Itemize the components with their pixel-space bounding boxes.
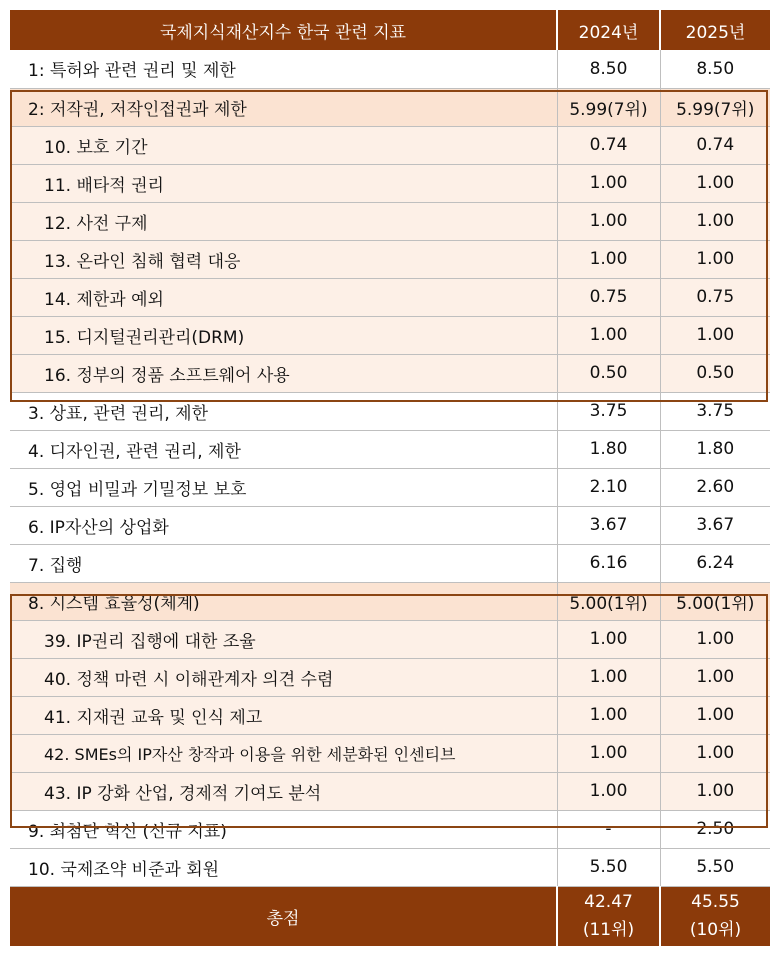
table-row	[10, 240, 770, 278]
row-value-2024: 1.00	[557, 316, 660, 354]
table-row	[10, 316, 770, 354]
row-value-2025: 6.24	[660, 544, 770, 582]
row-value-2025: 5.99(7위)	[660, 88, 770, 126]
row-label: 41. 지재권 교육 및 인식 제고	[10, 696, 557, 734]
row-value-2025: 0.75	[660, 278, 770, 316]
row-label: 9. 최첨단 혁신 (신규 지표)	[10, 810, 557, 848]
table-row	[10, 506, 770, 544]
row-value-2025: 3.75	[660, 392, 770, 430]
row-value-2025: 0.50	[660, 354, 770, 392]
total-2025-score: 45.55	[691, 892, 740, 913]
total-2024	[557, 886, 660, 946]
table-row	[10, 278, 770, 316]
row-label: 8. 시스템 효율성(체계)	[10, 582, 557, 620]
row-label: 13. 온라인 침해 협력 대응	[10, 240, 557, 278]
row-value-2024: 3.67	[557, 506, 660, 544]
row-value-2025: 1.00	[660, 240, 770, 278]
row-label: 1: 특허와 관련 권리 및 제한	[10, 50, 557, 88]
row-value-2025: 3.67	[660, 506, 770, 544]
row-label: 15. 디지털권리관리(DRM)	[10, 316, 557, 354]
row-value-2025: 2.60	[660, 468, 770, 506]
table-row	[10, 354, 770, 392]
row-value-2024: 3.75	[557, 392, 660, 430]
row-label: 40. 정책 마련 시 이해관계자 의견 수렴	[10, 658, 557, 696]
ip-index-table-wrapper	[10, 10, 770, 946]
row-value-2025: 5.00(1위)	[660, 582, 770, 620]
row-value-2025: 1.80	[660, 430, 770, 468]
row-value-2024: 2.10	[557, 468, 660, 506]
row-label: 16. 정부의 정품 소프트웨어 사용	[10, 354, 557, 392]
row-label: 5. 영업 비밀과 기밀정보 보호	[10, 468, 557, 506]
row-value-2024: 1.00	[557, 658, 660, 696]
row-label: 3. 상표, 관련 권리, 제한	[10, 392, 557, 430]
table-row	[10, 810, 770, 848]
row-value-2024: 0.74	[557, 126, 660, 164]
header-2024: 2024년	[557, 10, 660, 50]
row-label: 14. 제한과 예외	[10, 278, 557, 316]
row-label: 10. 보호 기간	[10, 126, 557, 164]
row-label: 7. 집행	[10, 544, 557, 582]
row-value-2024: 1.80	[557, 430, 660, 468]
table-row	[10, 582, 770, 620]
table-row	[10, 772, 770, 810]
row-label: 2: 저작권, 저작인접권과 제한	[10, 88, 557, 126]
row-label: 12. 사전 구제	[10, 202, 557, 240]
row-value-2024: 1.00	[557, 164, 660, 202]
row-value-2024: 1.00	[557, 772, 660, 810]
row-value-2025: 5.50	[660, 848, 770, 886]
row-value-2025: 1.00	[660, 164, 770, 202]
row-value-2025: 2.50	[660, 810, 770, 848]
total-label: 총점	[10, 886, 557, 946]
table-header-row	[10, 10, 770, 50]
row-value-2025: 1.00	[660, 772, 770, 810]
row-value-2024: 1.00	[557, 202, 660, 240]
row-value-2025: 1.00	[660, 734, 770, 772]
row-value-2025: 1.00	[660, 658, 770, 696]
table-row	[10, 202, 770, 240]
row-label: 11. 배타적 권리	[10, 164, 557, 202]
table-row	[10, 696, 770, 734]
total-2025	[660, 886, 770, 946]
ip-index-table	[10, 10, 770, 946]
table-row	[10, 126, 770, 164]
row-value-2025: 8.50	[660, 50, 770, 88]
table-row	[10, 430, 770, 468]
row-value-2025: 0.74	[660, 126, 770, 164]
row-label: 39. IP권리 집행에 대한 조율	[10, 620, 557, 658]
row-value-2024: 5.50	[557, 848, 660, 886]
table-row	[10, 658, 770, 696]
table-row	[10, 734, 770, 772]
row-label: 42. SMEs의 IP자산 창작과 이용을 위한 세분화된 인센티브	[10, 734, 557, 772]
row-value-2025: 1.00	[660, 696, 770, 734]
row-value-2025: 1.00	[660, 620, 770, 658]
row-value-2024: 6.16	[557, 544, 660, 582]
table-row	[10, 544, 770, 582]
row-value-2024: 1.00	[557, 620, 660, 658]
row-label: 43. IP 강화 산업, 경제적 기여도 분석	[10, 772, 557, 810]
row-value-2025: 1.00	[660, 316, 770, 354]
row-value-2024: 5.00(1위)	[557, 582, 660, 620]
table-row	[10, 164, 770, 202]
row-value-2024: 1.00	[557, 240, 660, 278]
header-2025: 2025년	[660, 10, 770, 50]
row-value-2024: 0.50	[557, 354, 660, 392]
table-row	[10, 88, 770, 126]
table-row	[10, 50, 770, 88]
row-label: 4. 디자인권, 관련 권리, 제한	[10, 430, 557, 468]
row-value-2024: -	[557, 810, 660, 848]
table-row	[10, 392, 770, 430]
row-value-2024: 5.99(7위)	[557, 88, 660, 126]
row-value-2024: 8.50	[557, 50, 660, 88]
total-2024-score: 42.47	[584, 892, 633, 913]
table-row	[10, 620, 770, 658]
row-label: 6. IP자산의 상업화	[10, 506, 557, 544]
total-row	[10, 886, 770, 946]
row-value-2024: 1.00	[557, 696, 660, 734]
table-row	[10, 848, 770, 886]
total-2024-rank: (11위)	[582, 920, 635, 941]
table-row	[10, 468, 770, 506]
row-value-2024: 1.00	[557, 734, 660, 772]
row-value-2024: 0.75	[557, 278, 660, 316]
row-label: 10. 국제조약 비준과 회원	[10, 848, 557, 886]
row-value-2025: 1.00	[660, 202, 770, 240]
total-2025-rank: (10위)	[689, 920, 742, 941]
header-title: 국제지식재산지수 한국 관련 지표	[10, 10, 557, 50]
